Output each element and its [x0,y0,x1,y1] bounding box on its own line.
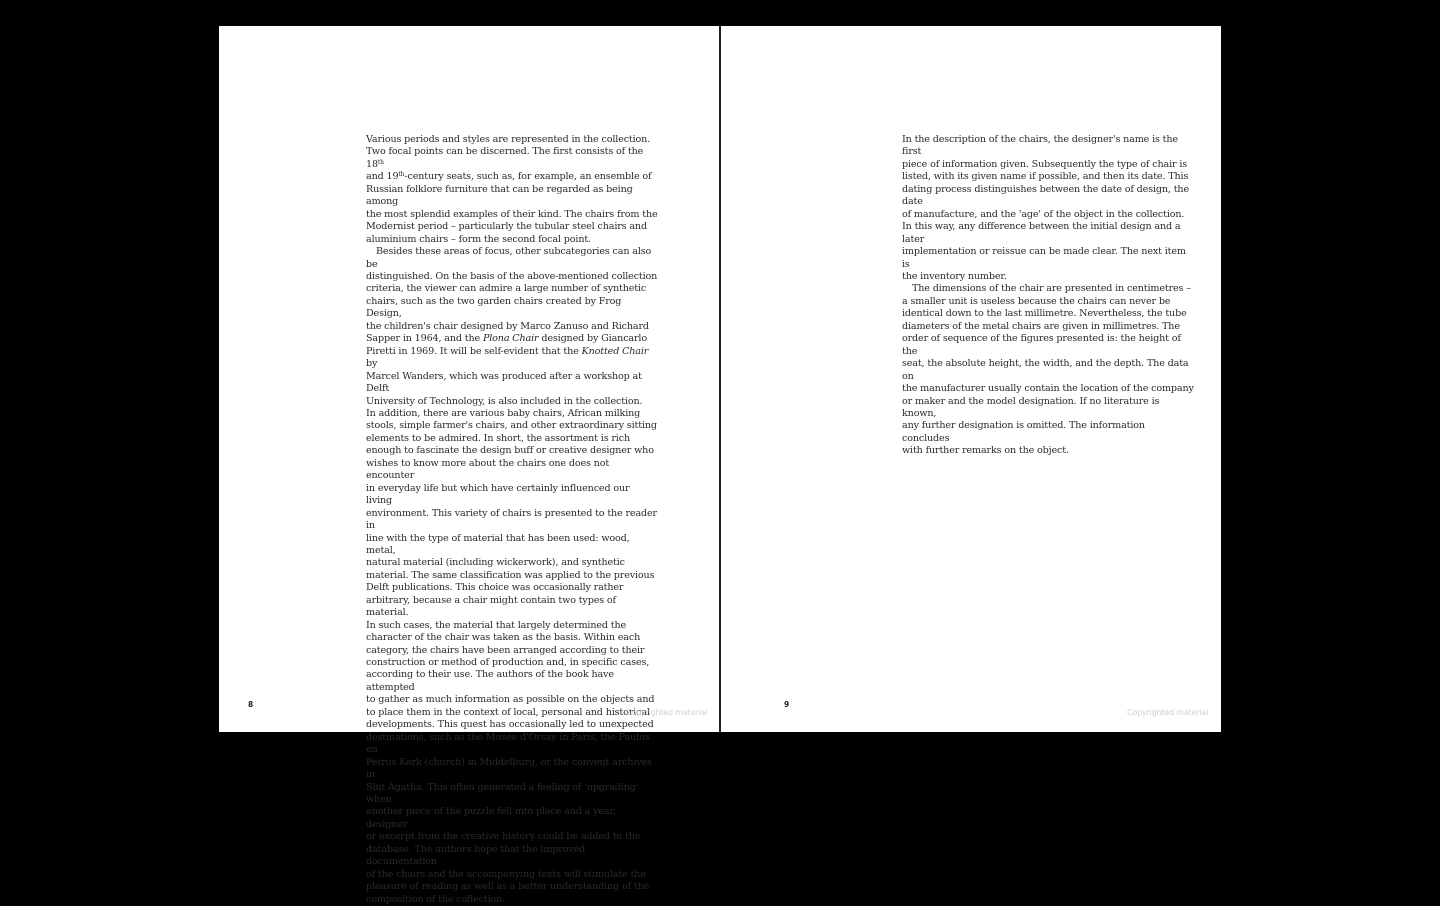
text-line: with further remarks on the object. [902,445,1069,457]
text-line: aluminium chairs – form the second focal point. [366,233,591,245]
text-line: designed by Giancarlo [538,333,647,345]
text-line: piece of information given. Subsequently the type of chair is [902,158,1188,170]
text-line: elements to be admired. In short, the assortment is rich [366,432,630,444]
text-line: diameters of the metal chairs are given in millimetres. The [902,320,1180,332]
text-line: to gather as much information as possible on the objects and [366,694,655,706]
text-line: another piece of the puzzle fell into place and a year, designer [366,806,616,830]
text-line: the inventory number. [902,270,1007,282]
text-line: The dimensions of the chair are presented in centimetres – [912,283,1191,295]
text-line: or excerpt from the creative history could be added to the [366,831,641,843]
left-paragraph-1 [366,134,658,246]
text-line: distinguished. On the basis of the above-mentioned collection [366,270,658,282]
text-line: criteria, the viewer can admire a large number of synthetic [366,283,647,295]
text-line: material. The same classification was applied to the previous [366,569,655,581]
text-line: order of sequence of the figures presented is: the height of the [902,333,1181,357]
text-line: developments. This quest has occasionally led to unexpected [366,719,654,731]
text-line: Russian folklore furniture that can be regarded as being among [366,183,633,208]
right-page-body [902,134,1194,458]
text-line: category, the chairs have been arranged according to their [366,644,645,656]
text-line: Delft publications. This choice was occasionally rather [366,582,624,594]
text-line: chairs, such as the two garden chairs created by Frog Design, [366,295,622,320]
text-line: Sapper in 1964, and the [366,333,483,345]
text-line: seat, the absolute height, the width, and the depth. The data on [902,358,1189,382]
right-paragraph-2 [902,283,1194,457]
text-line: the manufacturer usually contain the location of the company [902,383,1194,395]
text-line: wishes to know more about the chairs one does not encounter [366,457,610,482]
text-line: to place them in the context of local, personal and historical [366,706,650,718]
text-line: database. The authors hope that the improved documentation [366,843,586,868]
text-line: Marcel Wanders, which was produced after a workshop at Delft [366,370,642,395]
text-line: character of the chair was taken as the basis. Within each [366,632,641,644]
left-page [219,26,719,905]
text-line: of manufacture, and the 'age' of the object in the collection. [902,208,1185,220]
text-line: Petrus Kerk (church) in Middelburg, or the convent archives in [366,756,652,781]
text-line: In the description of the chairs, the designer's name is the first [902,134,1178,158]
text-line: natural material (including wickerwork), and synthetic [366,557,625,569]
page-number: 8 [248,700,254,709]
text-line: Besides these areas of focus, other subcategories can also be [366,246,652,270]
copyright-watermark: Copyrighted material [626,708,708,717]
text-line: or maker and the model designation. If no literature is known, [902,395,1160,419]
text-line: University of Technology, is also included in the collection. [366,395,643,407]
text-line: the children's chair designed by Marco Zanuso and Richard [366,320,649,332]
chair-name-italic: Knotted Chair [581,345,649,357]
text-line: dating process distinguishes between the date of design, the date [902,183,1189,208]
text-line: by [366,358,378,370]
text-line: In such cases, the material that largely determined the [366,619,627,631]
text-line: any further designation is omitted. The information concludes [902,420,1145,444]
text-line: composition of the collection. [366,893,505,905]
right-page [721,26,1221,732]
left-paragraph-2 [366,246,658,906]
text-line: according to their use. The authors of the book have attempted [366,669,614,693]
text-line: pleasure of reading as well as a better understanding of the [366,881,650,893]
text-line: and 19 [366,171,399,183]
right-paragraph-1 [902,134,1194,283]
text-line: enough to fascinate the design buff or creative designer who [366,445,654,457]
chair-name-italic: Plona Chair [482,333,539,345]
text-line: Two focal points can be discerned. The first consists of the 18 [366,146,644,170]
book-spread [219,26,1221,905]
text-line: the most splendid examples of their kind. The chairs from the [366,208,658,220]
text-line: In this way, any difference between the initial design and a later [902,221,1181,245]
text-line: a smaller unit is useless because the chairs can never be [902,295,1171,307]
text-line: implementation or reissue can be made clear. The next item is [902,246,1186,270]
page-number: 9 [784,700,790,709]
text-line: Various periods and styles are represented in the collection. [366,134,651,145]
text-line: of the chairs and the accompanying texts will stimulate the [366,868,646,880]
text-line: -century seats, such as, for example, an ensemble of [404,171,652,183]
text-line: destinations, such as the Musée d'Orsay in Paris, the Paulus en [366,731,650,756]
superscript: th [398,171,405,179]
text-line: stools, simple farmer's chairs, and other extraordinary sitting [366,420,657,432]
text-line: Sint Agatha. This often generated a feeling of 'upgrading' when [366,781,639,806]
left-page-body [366,134,658,906]
superscript: th [377,158,384,166]
text-line: in everyday life but which have certainly influenced our living [366,482,630,507]
text-line: In addition, there are various baby chairs, African milking [366,407,641,419]
copyright-watermark: Copyrighted material [1127,708,1209,717]
text-line: arbitrary, because a chair might contain two types of material. [366,594,616,619]
text-line: construction or method of production and, in specific cases, [366,657,650,669]
text-line: line with the type of material that has been used: wood, metal, [366,532,630,556]
text-line: Piretti in 1969. It will be self-evident that the [366,345,582,357]
text-line: identical down to the last millimetre. Nevertheless, the tube [902,308,1187,320]
text-line: Modernist period – particularly the tubular steel chairs and [366,221,647,233]
text-line: listed, with its given name if possible, and then its date. This [902,171,1189,183]
text-line: environment. This variety of chairs is presented to the reader in [366,507,657,532]
